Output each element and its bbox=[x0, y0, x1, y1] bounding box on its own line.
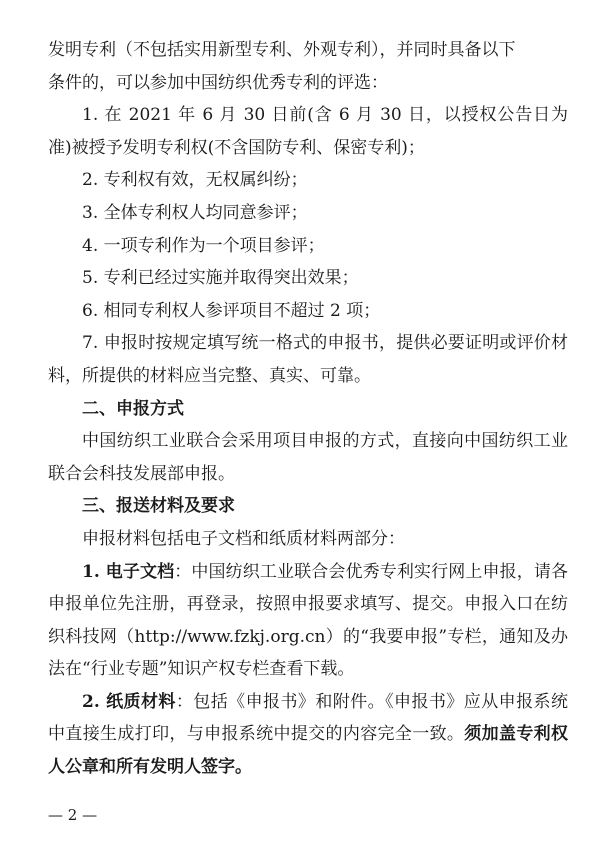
document-body bbox=[48, 34, 568, 784]
section-2-heading: 二、申报方式 bbox=[82, 398, 184, 419]
condition-4: 4. 一项专利作为一个项目参评； bbox=[82, 235, 325, 256]
intro-line-1: 发明专利（不包括实用新型专利、外观专利），并同时具备以下 bbox=[48, 40, 516, 60]
item-1-text: ：中国纺织工业联合会优秀专利实行网上申报，请各申报单位先注册，再登录，按照申报要求填写、提交。申报入口在纺织科技网（http://www.fzkj.org.cn）的“我要申报”专栏，通知及办法在“行业专题”知识产权专栏查看下载。 bbox=[48, 561, 569, 680]
section-2-text: 中国纺织工业联合会采用项目申报的方式，直接向中国纺织工业联合会科技发展部申报。 bbox=[48, 431, 568, 484]
section-3-intro: 申报材料包括电子文档和纸质材料两部分： bbox=[82, 528, 405, 549]
item-1-label: 1. 电子文档 bbox=[82, 561, 175, 582]
section-3-item-1 bbox=[48, 556, 568, 686]
page-number: — 2 — bbox=[48, 806, 98, 824]
condition-3: 3. 全体专利权人均同意参评； bbox=[82, 202, 308, 223]
item-2-label: 2. 纸质材料 bbox=[82, 691, 176, 712]
item-2-emphasis: 须加盖专利权人公章和所有发明人签字。 bbox=[48, 724, 569, 778]
item-2-text: ：包括《申报书》和附件。《申报书》应从申报系统中直接生成打印，与申报系统中提交的内容完全一致。 bbox=[48, 691, 568, 745]
intro-line-2: 条件的，可以参加中国纺织优秀专利的评选： bbox=[48, 72, 388, 93]
condition-5: 5. 专利已经过实施并取得突出效果； bbox=[82, 268, 359, 289]
condition-6: 6. 相同专利权人参评项目不超过 2 项； bbox=[82, 300, 381, 321]
section-3-item-2 bbox=[48, 686, 568, 784]
condition-2: 2. 专利权有效，无权属纠纷； bbox=[82, 170, 308, 191]
condition-1: 1. 在 2021 年 6 月 30 日前(含 6 月 30 日，以授权公告日为准)被授予发明专利权(不含国防专利、保密专利)； bbox=[48, 105, 568, 158]
section-3-heading: 三、报送材料及要求 bbox=[82, 496, 235, 517]
condition-7: 7. 申报时按规定填写统一格式的申报书，提供必要证明或评价材料，所提供的材料应当完整、真实、可靠。 bbox=[48, 333, 568, 386]
